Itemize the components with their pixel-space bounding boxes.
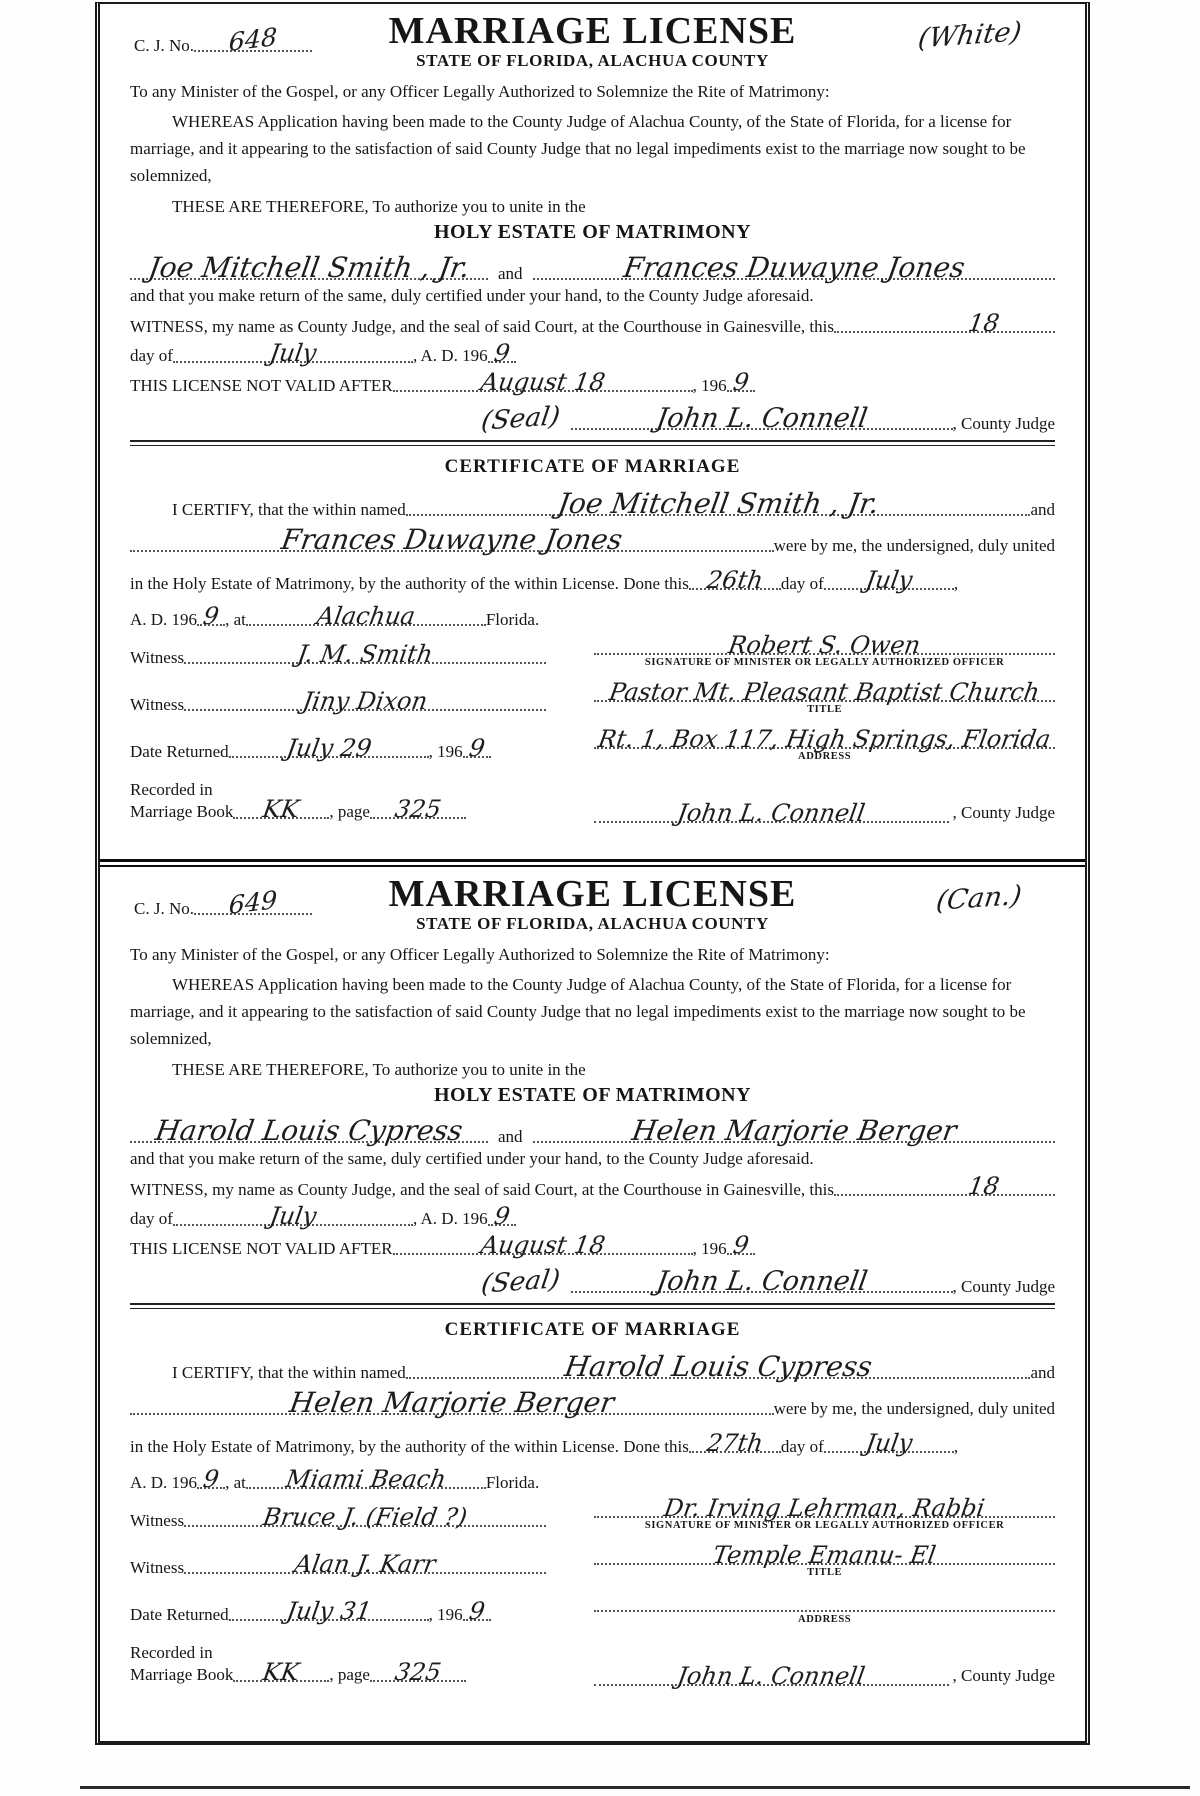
- witness-label: Witness: [130, 1510, 185, 1530]
- comma-196-label: , 196: [428, 741, 463, 761]
- book-page-blank: [370, 794, 466, 823]
- done-this-line: [130, 562, 1055, 594]
- judge-signature-value: John L. Connell: [653, 402, 870, 434]
- witness1-line: [130, 638, 546, 668]
- judge2-signature-value: John L. Connell: [675, 798, 868, 827]
- witness2-value: Jiny Dixon: [300, 686, 430, 715]
- minister-title-blank: [594, 1540, 1055, 1569]
- date-returned-year-value: 9: [466, 733, 487, 762]
- judge-signature-line: [478, 398, 1056, 437]
- cj-number-blank: [194, 885, 312, 920]
- recorded-in-label: Recorded in: [130, 1642, 213, 1662]
- certify-line: [130, 1351, 1055, 1383]
- license-month-value: July: [267, 338, 319, 367]
- margin-annotation: (Can.): [934, 880, 1024, 917]
- section-divider: [130, 1303, 1055, 1309]
- signature-caption: SIGNATURE OF MINISTER OR LEGALLY AUTHORIZED OFFICER: [644, 656, 1005, 668]
- certify-bride-value: Frances Duwayne Jones: [278, 522, 625, 556]
- witness-clause-text: WITNESS, my name as County Judge, and the seal of said Court, at the Courthouse in Gainesville, this: [130, 1180, 834, 1199]
- in-holy-estate-label: in the Holy Estate of Matrimony, by the authority of the within License. Done this: [130, 1436, 689, 1456]
- whereas-paragraph: WHEREAS Application having been made to the County Judge of Alachua County, of the State of Florida, for a license for marriage, and it appearing to the satisfaction of said County Judge that no legal impediments exist to the marriage now sought to be solemnized,: [130, 112, 1026, 185]
- ad-196-label: , A. D. 196: [412, 1209, 488, 1229]
- date-returned-year-blank: [463, 733, 491, 762]
- judge-signature-blank: [571, 402, 953, 434]
- ad-196-label: , A. D. 196: [412, 346, 488, 366]
- page-label: , page: [329, 801, 370, 821]
- minister-title-block: [594, 677, 1055, 715]
- not-valid-date-blank: [393, 1230, 693, 1259]
- minister-title-block: [594, 1540, 1055, 1578]
- license-year-value: 9: [491, 1201, 512, 1230]
- bride-name-blank: [533, 251, 1055, 284]
- recorded-row: [130, 1642, 1055, 1690]
- certify-label: I CERTIFY, that the within named: [172, 1362, 406, 1382]
- salutation-text: To any Minister of the Gospel, or any Officer Legally Authorized to Solemnize the Rite of Matrimony:: [130, 82, 830, 101]
- witness-clause-line: [130, 1172, 1055, 1201]
- witness-day-blank: [834, 309, 1055, 338]
- minister-title-value: Temple Emanu- El: [711, 1540, 939, 1569]
- minister-address-value: Rt. 1, Box 117, High Springs, Florida: [596, 724, 1053, 753]
- license-year-blank: [488, 338, 516, 367]
- minister-address-blank: [594, 1597, 1055, 1612]
- holy-estate-heading: HOLY ESTATE OF MATRIMONY: [433, 221, 752, 243]
- day-of-label: day of: [780, 573, 824, 593]
- comma-196-label: , 196: [428, 1604, 463, 1624]
- witness-clause-text: WITNESS, my name as County Judge, and the seal of said Court, at the Courthouse in Gainesville, this: [130, 317, 834, 336]
- recorded-line: [130, 779, 546, 823]
- minister-signature-block: [594, 630, 1055, 668]
- minister-signature-value: Robert S. Owen: [726, 630, 923, 659]
- witness2-value: Alan J. Karr: [292, 1549, 438, 1578]
- witness2-row: [130, 1540, 1055, 1578]
- county-judge-label: , County Judge: [952, 1276, 1055, 1296]
- county-judge-label: , County Judge: [952, 802, 1055, 822]
- witness-clause-line: [130, 309, 1055, 338]
- certify-bride-blank: [130, 1385, 774, 1419]
- day-of-label: day of: [130, 346, 173, 366]
- groom-name-value: Joe Mitchell Smith , Jr.: [146, 251, 473, 284]
- not-valid-year-value: 9: [730, 367, 751, 396]
- holy-estate-heading: HOLY ESTATE OF MATRIMONY: [433, 1084, 752, 1106]
- cj-label: C. J. No.: [134, 36, 194, 55]
- recorded-line: [130, 1642, 546, 1686]
- not-valid-line: [130, 1230, 1055, 1259]
- minister-address-blank: [594, 724, 1055, 753]
- witness-label: Witness: [130, 647, 185, 667]
- judge2-signature-blank: [594, 798, 948, 827]
- witness2-blank: [184, 1549, 546, 1578]
- date-returned-blank: [229, 733, 429, 762]
- recorded-in-label: Recorded in: [130, 779, 213, 799]
- title-caption: TITLE: [807, 703, 843, 715]
- minister-signature-blank: [594, 1493, 1055, 1522]
- minister-signature-block: [594, 1493, 1055, 1531]
- witness-day-blank: [834, 1172, 1055, 1201]
- witness1-line: [130, 1501, 546, 1531]
- witness1-blank: [184, 639, 546, 668]
- book-page-blank: [370, 1657, 466, 1686]
- certify-groom-value: Joe Mitchell Smith , Jr.: [555, 486, 882, 520]
- day-of-line: [130, 338, 1055, 367]
- seal-note: (Seal): [478, 401, 562, 437]
- title-caption: TITLE: [807, 1566, 843, 1578]
- license-year-value: 9: [491, 338, 512, 367]
- minister-signature-value: Dr. Irving Lehrman, Rabbi: [662, 1493, 987, 1522]
- witness1-row: [130, 630, 1055, 668]
- county-judge-block: [594, 798, 1055, 827]
- in-holy-estate-label: in the Holy Estate of Matrimony, by the authority of the within License. Done this: [130, 573, 689, 593]
- date-returned-year-value: 9: [466, 1596, 487, 1625]
- minister-signature-blank: [594, 630, 1055, 659]
- signatures-section: [130, 1493, 1055, 1690]
- date-returned-label: Date Returned: [130, 1604, 229, 1624]
- book-value: KK: [261, 794, 302, 823]
- ad-at-line: [130, 1461, 1055, 1493]
- done-day-blank: [689, 565, 781, 594]
- address-caption: ADDRESS: [798, 1613, 852, 1625]
- and-label: and: [497, 263, 523, 283]
- certify-bride-value: Helen Marjorie Berger: [287, 1385, 617, 1419]
- comma-label: ,: [953, 573, 959, 593]
- recorded-row: [130, 779, 1055, 827]
- witness-day-value: 18: [966, 309, 1002, 338]
- done-day-value: 26th: [704, 565, 765, 594]
- cj-number-value: 649: [228, 885, 278, 920]
- couple-names-line: [130, 1107, 1055, 1147]
- place-value: Alachua: [314, 601, 418, 630]
- done-day-blank: [689, 1428, 781, 1457]
- certify-groom-value: Harold Louis Cypress: [562, 1349, 875, 1383]
- not-valid-date-value: August 18: [478, 367, 607, 396]
- judge-signature-line: [478, 1261, 1056, 1300]
- day-of-label: day of: [780, 1436, 824, 1456]
- certify-bride-line: [130, 1387, 1055, 1419]
- form-header: [130, 875, 1055, 935]
- comma-196-label: , 196: [692, 1238, 727, 1258]
- not-valid-date-value: August 18: [478, 1230, 607, 1259]
- cert-year-value: 9: [201, 1464, 221, 1493]
- witness-label: Witness: [130, 1557, 185, 1577]
- and-label: and: [1030, 499, 1055, 519]
- document-frame: [95, 2, 1090, 1745]
- address-caption: ADDRESS: [798, 750, 852, 762]
- date-returned-blank: [229, 1596, 429, 1625]
- cj-number-line: [134, 22, 312, 57]
- cert-year-blank: [197, 1464, 225, 1493]
- page-label: , page: [329, 1664, 370, 1684]
- place-blank: [246, 1464, 486, 1493]
- license-year-blank: [488, 1201, 516, 1230]
- and-label: and: [1030, 1362, 1055, 1382]
- day-of-label: day of: [130, 1209, 173, 1229]
- place-blank: [246, 601, 486, 630]
- date-returned-year-blank: [463, 1596, 491, 1625]
- certify-label: I CERTIFY, that the within named: [172, 499, 406, 519]
- cert-year-blank: [197, 601, 225, 630]
- ad-at-line: [130, 598, 1055, 630]
- signature-caption: SIGNATURE OF MINISTER OR LEGALLY AUTHORIZED OFFICER: [644, 1519, 1005, 1531]
- certify-groom-blank: [406, 1349, 1031, 1383]
- certify-line: [130, 488, 1055, 520]
- cj-label: C. J. No.: [134, 899, 194, 918]
- bride-name-value: Frances Duwayne Jones: [620, 251, 967, 284]
- groom-name-value: Harold Louis Cypress: [153, 1114, 466, 1147]
- witness2-line: [130, 1548, 546, 1578]
- certificate-title: CERTIFICATE OF MARRIAGE: [444, 1318, 741, 1340]
- not-valid-label: THIS LICENSE NOT VALID AFTER: [130, 1238, 393, 1258]
- groom-name-blank: [130, 251, 488, 284]
- signatures-section: [130, 630, 1055, 827]
- were-by-me-label: were by me, the undersigned, duly united: [773, 1398, 1055, 1418]
- witness2-line: [130, 685, 546, 715]
- not-valid-line: [130, 367, 1055, 396]
- not-valid-year-blank: [727, 1230, 755, 1259]
- florida-label: Florida.: [485, 1472, 540, 1492]
- therefore-clause: THESE ARE THEREFORE, To authorize you to unite in the: [172, 197, 586, 216]
- county-judge-label: , County Judge: [952, 413, 1055, 433]
- whereas-paragraph: WHEREAS Application having been made to the County Judge of Alachua County, of the State of Florida, for a license for marriage, and it appearing to the satisfaction of said County Judge that no legal impediments exist to the marriage now sought to be solemnized,: [130, 975, 1026, 1048]
- ad-196-label: A. D. 196: [130, 609, 198, 629]
- form-title: MARRIAGE LICENSE: [388, 10, 797, 52]
- comma-196-label: , 196: [692, 375, 727, 395]
- book-page-value: 325: [392, 794, 444, 823]
- book-value: KK: [261, 1657, 302, 1686]
- place-value: Miami Beach: [283, 1464, 448, 1493]
- judge2-signature-value: John L. Connell: [675, 1661, 868, 1690]
- license-month-blank: [173, 338, 413, 367]
- witness1-value: J. M. Smith: [295, 639, 435, 668]
- book-blank: [233, 1657, 329, 1686]
- date-returned-value: July 29: [284, 733, 374, 762]
- marriage-license-form-649: [100, 867, 1085, 1739]
- day-of-line: [130, 1201, 1055, 1230]
- not-valid-year-blank: [727, 367, 755, 396]
- book-page-value: 325: [392, 1657, 444, 1686]
- form-header: [130, 12, 1055, 72]
- done-month-value: July: [863, 1428, 915, 1457]
- florida-label: Florida.: [485, 609, 540, 629]
- license-month-blank: [173, 1201, 413, 1230]
- marriage-book-label: Marriage Book: [130, 1664, 234, 1684]
- cj-number-value: 648: [228, 22, 278, 57]
- therefore-clause: THESE ARE THEREFORE, To authorize you to unite in the: [172, 1060, 586, 1079]
- witness2-blank: [184, 686, 546, 715]
- county-judge-label: , County Judge: [952, 1665, 1055, 1685]
- minister-address-block: [594, 724, 1055, 762]
- form-title: MARRIAGE LICENSE: [388, 873, 797, 915]
- ad-196-label: A. D. 196: [130, 1472, 198, 1492]
- witness-label: Witness: [130, 694, 185, 714]
- marriage-book-label: Marriage Book: [130, 801, 234, 821]
- cj-number-blank: [194, 22, 312, 57]
- forms-divider: [100, 859, 1085, 867]
- date-returned-row: [130, 724, 1055, 762]
- were-by-me-label: were by me, the undersigned, duly united: [773, 535, 1055, 555]
- comma-label: ,: [953, 1436, 959, 1456]
- date-returned-line: [130, 732, 546, 762]
- certify-bride-blank: [130, 522, 774, 556]
- judge2-signature-blank: [594, 1661, 948, 1690]
- not-valid-label: THIS LICENSE NOT VALID AFTER: [130, 375, 393, 395]
- license-month-value: July: [267, 1201, 319, 1230]
- certify-bride-line: [130, 524, 1055, 556]
- seal-note: (Seal): [478, 1264, 562, 1300]
- cj-number-line: [134, 885, 312, 920]
- witness1-row: [130, 1493, 1055, 1531]
- witness-day-value: 18: [966, 1172, 1002, 1201]
- date-returned-value: July 31: [284, 1596, 374, 1625]
- judge-signature-value: John L. Connell: [653, 1265, 870, 1297]
- not-valid-year-value: 9: [730, 1230, 751, 1259]
- witness2-row: [130, 677, 1055, 715]
- judge-signature-blank: [571, 1265, 953, 1297]
- county-judge-block: [594, 1661, 1055, 1690]
- section-divider: [130, 440, 1055, 446]
- date-returned-label: Date Returned: [130, 741, 229, 761]
- done-month-blank: [824, 565, 954, 594]
- certificate-title: CERTIFICATE OF MARRIAGE: [444, 455, 741, 477]
- done-day-value: 27th: [704, 1428, 765, 1457]
- minister-title-value: Pastor Mt. Pleasant Baptist Church: [607, 677, 1042, 706]
- done-this-line: [130, 1425, 1055, 1457]
- cert-year-value: 9: [201, 601, 221, 630]
- form-subtitle: STATE OF FLORIDA, ALACHUA COUNTY: [416, 914, 769, 933]
- groom-name-blank: [130, 1114, 488, 1147]
- and-label: and: [497, 1126, 523, 1146]
- bride-name-blank: [533, 1114, 1055, 1147]
- done-month-blank: [824, 1428, 954, 1457]
- date-returned-line: [130, 1595, 546, 1625]
- not-valid-date-blank: [393, 367, 693, 396]
- return-clause: and that you make return of the same, duly certified under your hand, to the County Judge aforesaid.: [130, 1149, 814, 1168]
- couple-names-line: [130, 244, 1055, 284]
- margin-annotation: (White): [916, 16, 1024, 55]
- witness1-blank: [184, 1502, 546, 1531]
- certify-groom-blank: [406, 486, 1031, 520]
- salutation-text: To any Minister of the Gospel, or any Officer Legally Authorized to Solemnize the Rite of Matrimony:: [130, 945, 830, 964]
- minister-title-blank: [594, 677, 1055, 706]
- at-label: , at: [225, 1472, 246, 1492]
- done-month-value: July: [863, 565, 915, 594]
- bride-name-value: Helen Marjorie Berger: [629, 1114, 959, 1147]
- date-returned-row: [130, 1595, 1055, 1625]
- minister-address-block: [594, 1597, 1055, 1625]
- witness1-value: Bruce J. (Field ?): [261, 1502, 470, 1531]
- form-subtitle: STATE OF FLORIDA, ALACHUA COUNTY: [416, 51, 769, 70]
- marriage-license-form-648: [100, 4, 1085, 859]
- at-label: , at: [225, 609, 246, 629]
- return-clause: and that you make return of the same, duly certified under your hand, to the County Judge aforesaid.: [130, 286, 814, 305]
- scan-artifact-line: [80, 1786, 1190, 1789]
- book-blank: [233, 794, 329, 823]
